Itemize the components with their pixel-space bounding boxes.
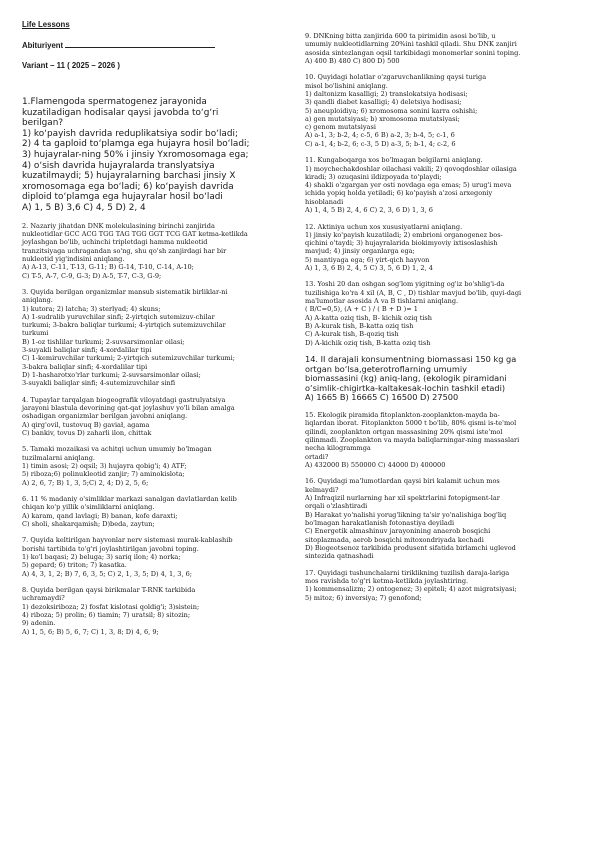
question-line: nukleotid yig'indisini aniqlang. [22, 254, 125, 263]
question-block [305, 477, 580, 560]
question-line: 3. Quyida berilgan organizmlar mansub sistematik birliklar-ni [22, 287, 228, 296]
question-line: joylashgan bo'lib, uchinchi tripletdagi hamma nukleotid [22, 238, 208, 247]
abituriyent-line [22, 40, 302, 50]
question-line: C) a-1, 4; b-2, 6; c-3, 5 D) a-3, 5; b-1, 4; c-2, 6 [305, 139, 456, 148]
question-line: A) 1, 5 B) 3,6 C) 4, 5 D) 2, 4 [22, 202, 146, 213]
question-line: C) A-kurak tish, B-qoziq tish [305, 330, 399, 339]
question-line: A) karam, qand lavlagi; B) banan, kofe daraxti; [22, 511, 178, 520]
question-line: D) Biogeotsenoz tarkibida produsent sifatida birlamchi uglevod [305, 543, 516, 552]
question-line: 9. DNKning bitta zanjirida 600 ta pirimidin asosi bo'lib, u [305, 32, 496, 40]
question-line: ma'lumotlar asosida A va B tishlarni aniqlang. [305, 297, 459, 306]
question-line: 1) kommensalizm; 2) ontogenez; 3) epiteli; 4) azot migratsiyasi; [305, 585, 517, 594]
question-line: 5) gepard; 6) triton; 7) kasatka. [22, 561, 127, 570]
question-line: 1) jinsiy ko'payish kuzatiladi; 2) embrioni organogenez bos- [305, 230, 503, 239]
question-line: 1) timin asosi; 2) oqsil; 3) hujayra qobig'i; 4) ATF; [22, 462, 187, 470]
question-line: 3-suyakli baliqlar sinfi; 4-sutemizuvchilar sinfi [22, 379, 176, 388]
question-line: 17. Quyidagi tushunchalarni tiriklikning tuzilish daraja-lariga [305, 568, 510, 577]
question-line: turkumi [22, 329, 49, 338]
question-line: A) 1, 4, 5 B) 2, 4, 6 C) 2, 3, 6 D) 1, 3, 6 [305, 206, 433, 215]
question-block [305, 411, 580, 469]
question-line: 1) daltonizm kasalligi; 2) translokatsiya hodisasi; [305, 89, 468, 98]
question-line: 2) 4 ta gaploid to‘plamga ega hujayra hosil bo‘ladi; [22, 139, 250, 150]
question-block [305, 280, 580, 346]
question-block [22, 396, 295, 437]
question-line: ortadi? [305, 452, 329, 461]
question-line: 10. Quyidagi holatlar o'zgaruvchanlikning qaysi turiga [305, 73, 487, 82]
question-line: C) bankiv, tovus D) zaharli ilon, chittak [22, 428, 152, 437]
question-line: D) 1-hasharotxo'rlar turkumi; 2-suvsarsimonlar oilasi; [22, 370, 201, 379]
question-line: bo'lmagan harakatlanish fotonastiya deyiladi [305, 518, 455, 527]
question-line: kiradi; 3) ozuqasini ildizpoyada to'playdi; [305, 172, 442, 181]
variant-label: Variant – 11 ( 2025 – 2026 ) [22, 61, 120, 70]
question-line: 12. Aktiniya uchun xos xususiyatlarni aniqlang. [305, 222, 463, 231]
question-line: necha kilogrammga [305, 444, 371, 453]
question-line: A) Infraqizil nurlarning har xil spektrlarini fotopigment-lar [305, 494, 500, 503]
question-line: 1) moychechakdoshlar oilachasi vakili; 2) qovoqdoshlar oilasiga [305, 164, 517, 173]
question-line: xromosomaga ega bo‘ladi; 6) ko‘payish davrida [22, 181, 234, 192]
question-block [305, 223, 580, 273]
question-line: 3-suyakli baliqlar sinfi; 4-xordalilar tipi [22, 346, 152, 355]
question-line: tuzilmalarni aniqlang. [22, 453, 96, 462]
question-line: sitoplazmada, aerob bosqichi mitoxondriyada kechadi [305, 535, 484, 544]
question-line: A) A-13, C-11, T-13, G-11; B) G-14, T-10, C-14, A-10; [22, 263, 194, 272]
question-line: C) T-5, A-7, C-9, G-3; D) A-5, T-7, C-3, G-9; [22, 271, 162, 280]
question-line: tuzilishiga ko'ra 4 xil (A, B, C , D) tishlar mavjud bo'lib, quyi-dagi [305, 288, 522, 297]
question-line: 11. Kungaboqarga xos bo'lmagan belgilarni aniqlang. [305, 156, 483, 165]
question-line: qilindi, zooplankton ortgan massasining 20% qismi iste'mol [305, 427, 503, 436]
question-line: A) 1-sudralib yuruvchilar sinfi; 2-yirtqich sutemizuv-chilar [22, 312, 215, 321]
question-line: 1) dezoksiriboza; 2) fosfat kislotasi qoldig'i; 3)sistein; [22, 602, 200, 611]
question-line: A) 400 B) 480 C) 800 D) 500 [305, 56, 400, 65]
question-line: C) Energetik almashinuv jarayonining anaerob bosqichi [305, 527, 491, 536]
question-line: berilgan? [22, 118, 64, 129]
question-line: 14. II darajali konsumentning biomassasi 150 kg ga [305, 354, 517, 365]
question-line: A) 2, 6, 7; B) 1, 3, 5;C) 2, 4; D) 2, 5, 6; [22, 478, 149, 487]
question-line: B) 1-oz tishlilar turkumi; 2-suvsarsimonlar oilasi; [22, 337, 185, 346]
abituriyent-label: Abituriyent [22, 41, 64, 50]
question-line: chiqan ko'p yillik o'simliklarni aniqlang. [22, 503, 155, 512]
question-block [22, 495, 295, 528]
question-line: 4. Tupaylar tarqalgan biogeografik viloyatdagi gastrulyatsiya [22, 395, 226, 404]
question-line: A) 4, 3, 1, 2; B) 7, 6, 3, 5; C) 2, 1, 3, 5; D) 4, 1, 3, 6; [22, 569, 192, 578]
question-line: 1) kutora; 2) latcha; 3) sterlyad; 4) skuns; [22, 304, 161, 313]
question-line: 15. Ekologik piramida fitoplankton-zooplankton-mayda ba- [305, 411, 500, 420]
question-line: umumiy nukleotidlarning 20%ini tashkil qiladi. Shu DNK zanjiri [305, 40, 517, 49]
question-line: A) 432000 B) 550000 C) 44000 D) 400000 [305, 460, 446, 469]
question-line: nukleotidlar GCC ACG TGG TAG TGG GGT TCG GAT ketma-ketlikda [22, 230, 248, 239]
question-line: 7. Quyida keltirilgan hayvonlar nerv sistemasi murak-kablashib [22, 536, 233, 545]
page-title: Life Lessons [22, 20, 70, 29]
question-block [305, 73, 580, 148]
question-line: 5) mantiyaga ega; 6) yirt-qich hayvon [305, 255, 430, 264]
question-line: 5) riboza;6) polinukleotid zanjir; 7) aminokislota; [22, 470, 185, 479]
question-line: 16. Quyidagi ma'lumotlardan qaysi biri kalamit uchun mos [305, 477, 500, 486]
question-line: 1) ko'l baqasi; 2) beluga; 3) sariq ilon; 4) norka; [22, 553, 181, 562]
question-line: A) 1665 B) 16665 C) 16500 D) 27500 [305, 392, 459, 403]
question-line: misol bo'lishini aniqlang. [305, 81, 388, 90]
question-line: 9) adenin. [22, 619, 56, 628]
question-line: turkumi; 3-bakra baliqlar turkumi; 4-yirtqich sutemizuvchilar [22, 321, 226, 330]
question-line: A) a-1, 3; b-2, 4; c-5, 6 B) a-2, 3; b-4, 5; c-1, 6 [305, 131, 455, 140]
question-line: orqali o'zlashtiradi [305, 502, 368, 511]
question-line: a) gen mutatsiyasi; b) xromosoma mutatsiyasi; [305, 114, 460, 123]
question-line: o‘simlik-chigirtka-kaltakesak-lochin tashkil etadi) [305, 382, 506, 393]
question-line: ( B/C=0,5), (A + C ) / ( B + D )= 1 [305, 305, 418, 314]
question-line: asosida sintezlangan oqsil tarkibidagi monomerlar sonini toping. [305, 48, 521, 57]
question-line: c) genom mutatsiyasi [305, 123, 376, 132]
question-line: qilinmadi. Zooplankton va mayda baliqlarningar-ning massaslari [305, 436, 520, 445]
question-line: 5) mitoz; 6) inversiya; 7) genofond; [305, 593, 422, 602]
question-line: ortgan bo‘lsa,geterotroflarning umumiy [305, 363, 467, 374]
question-line: liqlardan iborat. Fitoplankton 5000 t bo'lib, 80% qismi is-te'mol [305, 419, 517, 428]
page-header [22, 20, 302, 81]
question-line: 1) ko‘payish davrida reduplikatsiya sodir bo‘ladi; [22, 128, 238, 139]
question-line: biomassasini (kg) aniq-lang, (ekologik piramidani [305, 373, 507, 384]
question-block [22, 288, 295, 388]
question-line: oshadigan organizmlar berilgan javobni aniqlang. [22, 412, 188, 421]
question-line: A) qirg'ovil, tustovuq B) gaviał, agama [22, 420, 150, 429]
question-line: sintezida qatnashadi [305, 552, 374, 561]
question-line: C) 1-kemiruvchilar turkumi; 2-yirtqich sutemizuvchilar turkumi; [22, 354, 235, 363]
question-block [305, 569, 580, 602]
question-line: 5) aneuploidiya; 6) xromosoma sonini karra oshishi; [305, 106, 478, 115]
question-line: mavjud; 4) jinsiy organlarga ega; [305, 247, 415, 256]
question-line: mos ravishda to'g'ri ketma-ketlikda joylashtiring. [305, 576, 469, 585]
name-blank-line [65, 40, 215, 48]
question-line: B) Harakat yo'nalishi yorug'likning ta'sir yo'nalishiga bog'liq [305, 510, 507, 519]
question-line: ichida yopiq holda yetiladi; 6) ko'payish a'zosi arxegoniy [305, 189, 493, 198]
question-line: tranzitsiyaga uchragandan so'ng, shu qo'sh zanjirdagi har bir [22, 246, 227, 255]
question-line: qichini o'taydi; 3) hujayralarida biokimyoviy ixtisoslashish [305, 239, 498, 248]
question-line: 4) riboza; 5) prolin; 6) tiamin; 7) uratsil; 8) sitozin; [22, 611, 191, 620]
question-line: borishi tartibida to'g'ri joylashtirilgan javobni toping. [22, 544, 199, 553]
question-line: 3) hujayralar-ning 50% i jinsiy Yxromosomaga ega; [22, 149, 249, 160]
question-line: kuzatilmaydi; 5) hujayralarning barchasi jinsiy X [22, 171, 236, 182]
question-line: 5. Tamaki mozaikasi va achitqi uchun umumiy bo'lmagan [22, 445, 212, 454]
question-block [305, 355, 580, 403]
question-line: aniqlang. [22, 296, 53, 305]
question-line: 1.Flamengoda spermatogenez jarayonida [22, 97, 207, 107]
question-line: 3-bakra baliqlar sinfi; 4-xordalilar tipi [22, 362, 148, 371]
question-block [22, 586, 295, 636]
question-line: D) A-kichik oziq tish, B-katta oziq tish [305, 338, 431, 347]
question-block [22, 222, 295, 280]
question-line: 4) shakli o'zgargan yer osti novdaga ega emas; 5) urug'i meva [305, 181, 512, 190]
question-line: 13. Yoshi 20 dan oshgan sog'lom yigitning og'iz bo'shlig'i-da [305, 280, 505, 289]
question-line: uchramaydi? [22, 594, 65, 603]
question-block [22, 97, 295, 214]
question-line: A) 1, 5, 6; B) 5, 6, 7; C) 1, 3, 8; D) 4, 6, 9; [22, 627, 159, 636]
question-block [305, 32, 580, 65]
question-line: 4) o‘sish davrida hujayralarda translyatsiya [22, 160, 215, 171]
left-column [22, 97, 295, 644]
question-block [22, 445, 295, 486]
question-line: hisoblanadi [305, 197, 344, 206]
question-line: B) A-kurak tish, B-katta oziq tish [305, 321, 414, 330]
question-line: kelmaydi? [305, 485, 339, 494]
question-block [305, 156, 580, 214]
question-line: C) sholi, shakarqamish; D)beda, zaytun; [22, 519, 155, 528]
question-line: diploid to‘plamga ega hujayralar hosil bo‘ladi [22, 192, 223, 203]
question-line: A) A-katta oziq tish, B- kichik oziq tish [305, 313, 433, 322]
question-line: kuzatiladigan hodisalar qaysi javobda to‘g‘ri [22, 107, 219, 118]
question-line: jarayoni blastula devorining qat-qat joylashuv yo'li bilan amalga [22, 404, 235, 413]
question-block [22, 536, 295, 577]
question-line: A) 1, 3, 6 B) 2, 4, 5 C) 3, 5, 6 D) 1, 2, 4 [305, 263, 433, 272]
question-line: 8. Quyida berilgan qaysi birikmalar T-RNK tarkibida [22, 586, 196, 595]
question-line: 2. Nazariy jihatdan DNK molekulasining birinchi zanjirida [22, 221, 215, 230]
right-column [305, 32, 580, 610]
question-line: 3) qandli diabet kasalligi; 4) deletsiya hodisasi; [305, 98, 462, 107]
question-line: 6. 11 % madaniy o'simliklar markazi sanalgan davlatlardan kelib [22, 495, 237, 504]
